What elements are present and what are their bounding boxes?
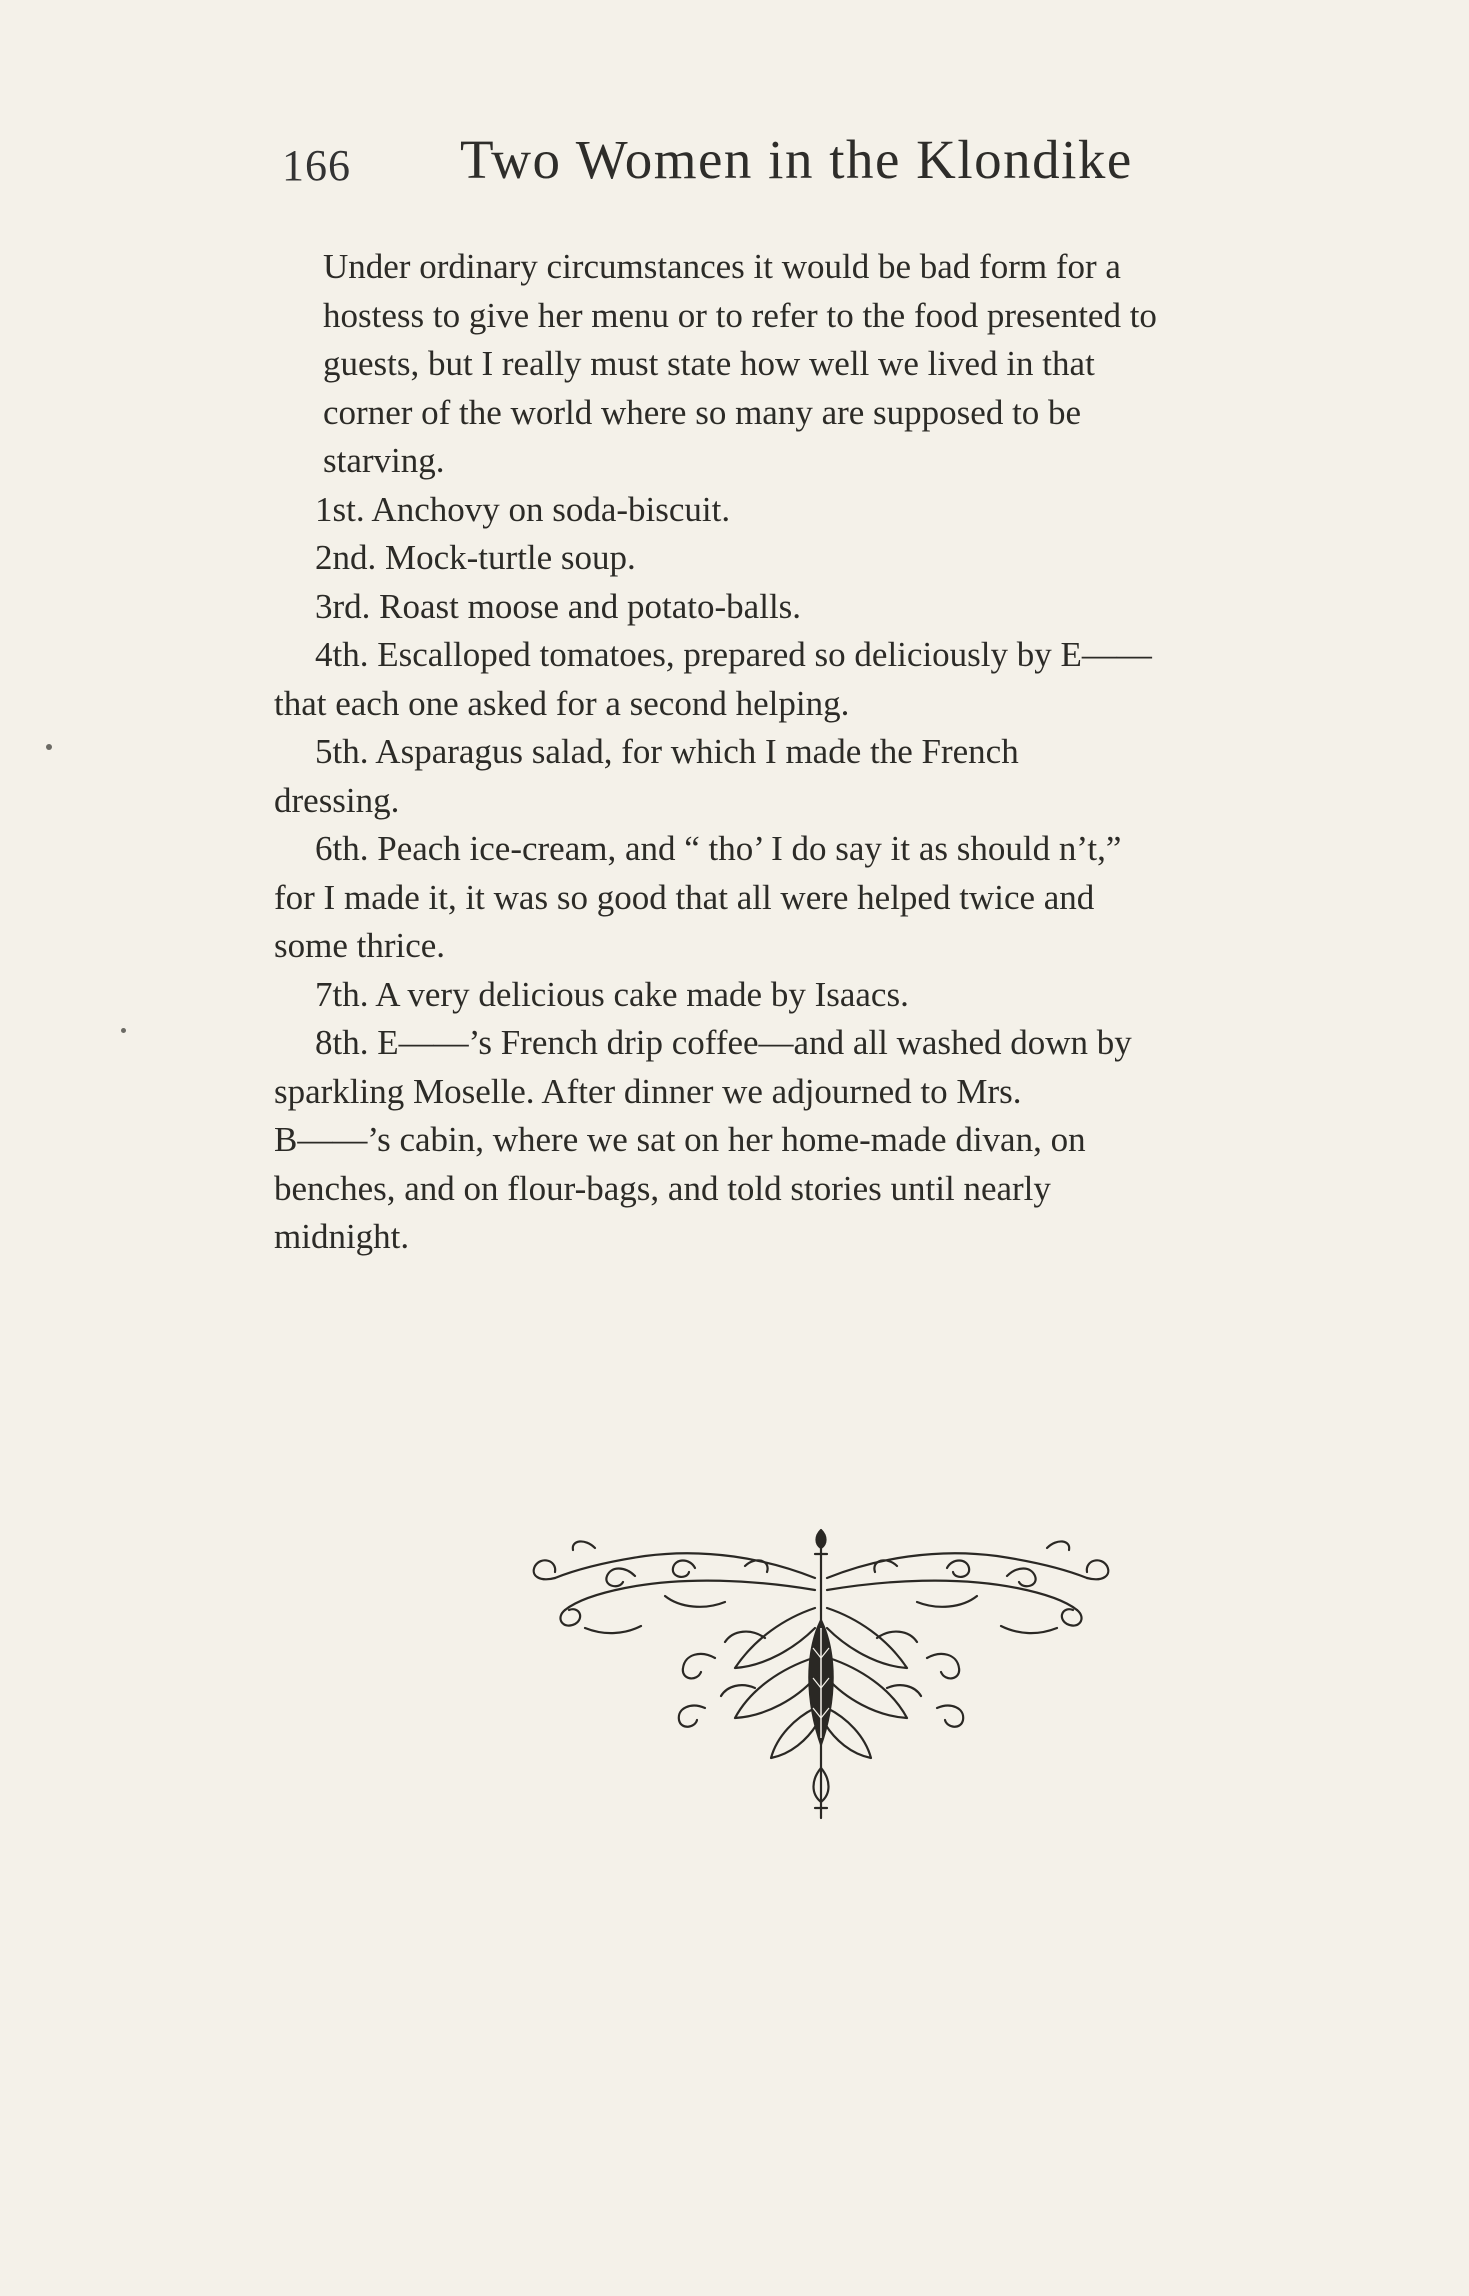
page-header bbox=[272, 128, 1232, 208]
text-line: some thrice. bbox=[274, 926, 446, 965]
text-line: that each one asked for a second helping. bbox=[274, 683, 850, 723]
page-number: 166 bbox=[282, 141, 351, 190]
text-line: 8th. E——’s French drip coffee—and all washed down by bbox=[315, 1023, 1132, 1062]
text-line: 6th. Peach ice-cream, and “ tho’ I do say it as should n’t,” bbox=[315, 829, 1122, 868]
text-line: 1st. Anchovy on soda-biscuit. bbox=[315, 489, 731, 529]
running-title: Two Women in the Klondike bbox=[460, 129, 1133, 190]
text-line: 7th. A very delicious cake made by Isaacs. bbox=[315, 974, 909, 1014]
text-line: starving. bbox=[323, 441, 445, 480]
menu-item-3 bbox=[274, 583, 1374, 632]
text-line: hostess to give her menu or to refer to the food presented to bbox=[323, 295, 1157, 335]
intro-paragraph bbox=[274, 243, 1374, 486]
menu-item-1 bbox=[274, 486, 1374, 535]
text-line: benches, and on flour-bags, and told stories until nearly bbox=[274, 1168, 1051, 1208]
text-line: B——’s cabin, where we sat on her home-made divan, on bbox=[274, 1120, 1086, 1159]
stray-mark bbox=[46, 744, 52, 750]
text-line: corner of the world where so many are supposed to be bbox=[323, 392, 1082, 432]
body-text bbox=[274, 243, 1374, 1262]
text-line: for I made it, it was so good that all were helped twice and bbox=[274, 877, 1095, 917]
text-line: guests, but I really must state how well we lived in that bbox=[323, 344, 1095, 383]
stray-mark bbox=[121, 1028, 126, 1033]
floral-tailpiece-icon bbox=[515, 1518, 1127, 1823]
text-line: 3rd. Roast moose and potato-balls. bbox=[315, 586, 802, 626]
text-line: 4th. Escalloped tomatoes, prepared so deliciously by E—— bbox=[315, 635, 1152, 674]
text-line: dressing. bbox=[274, 780, 400, 820]
text-line: midnight. bbox=[274, 1217, 410, 1256]
menu-item-5 bbox=[274, 728, 1374, 825]
text-line: sparkling Moselle. After dinner we adjourned to Mrs. bbox=[274, 1071, 1022, 1111]
menu-item-2 bbox=[274, 534, 1374, 583]
menu-item-8 bbox=[274, 1019, 1374, 1262]
menu-item-6 bbox=[274, 825, 1374, 971]
menu-item-4 bbox=[274, 631, 1374, 728]
text-line: 5th. Asparagus salad, for which I made the French bbox=[315, 732, 1019, 771]
menu-item-7 bbox=[274, 971, 1374, 1020]
text-line: Under ordinary circumstances it would be bad form for a bbox=[323, 247, 1121, 286]
text-line: 2nd. Mock-turtle soup. bbox=[315, 538, 636, 577]
